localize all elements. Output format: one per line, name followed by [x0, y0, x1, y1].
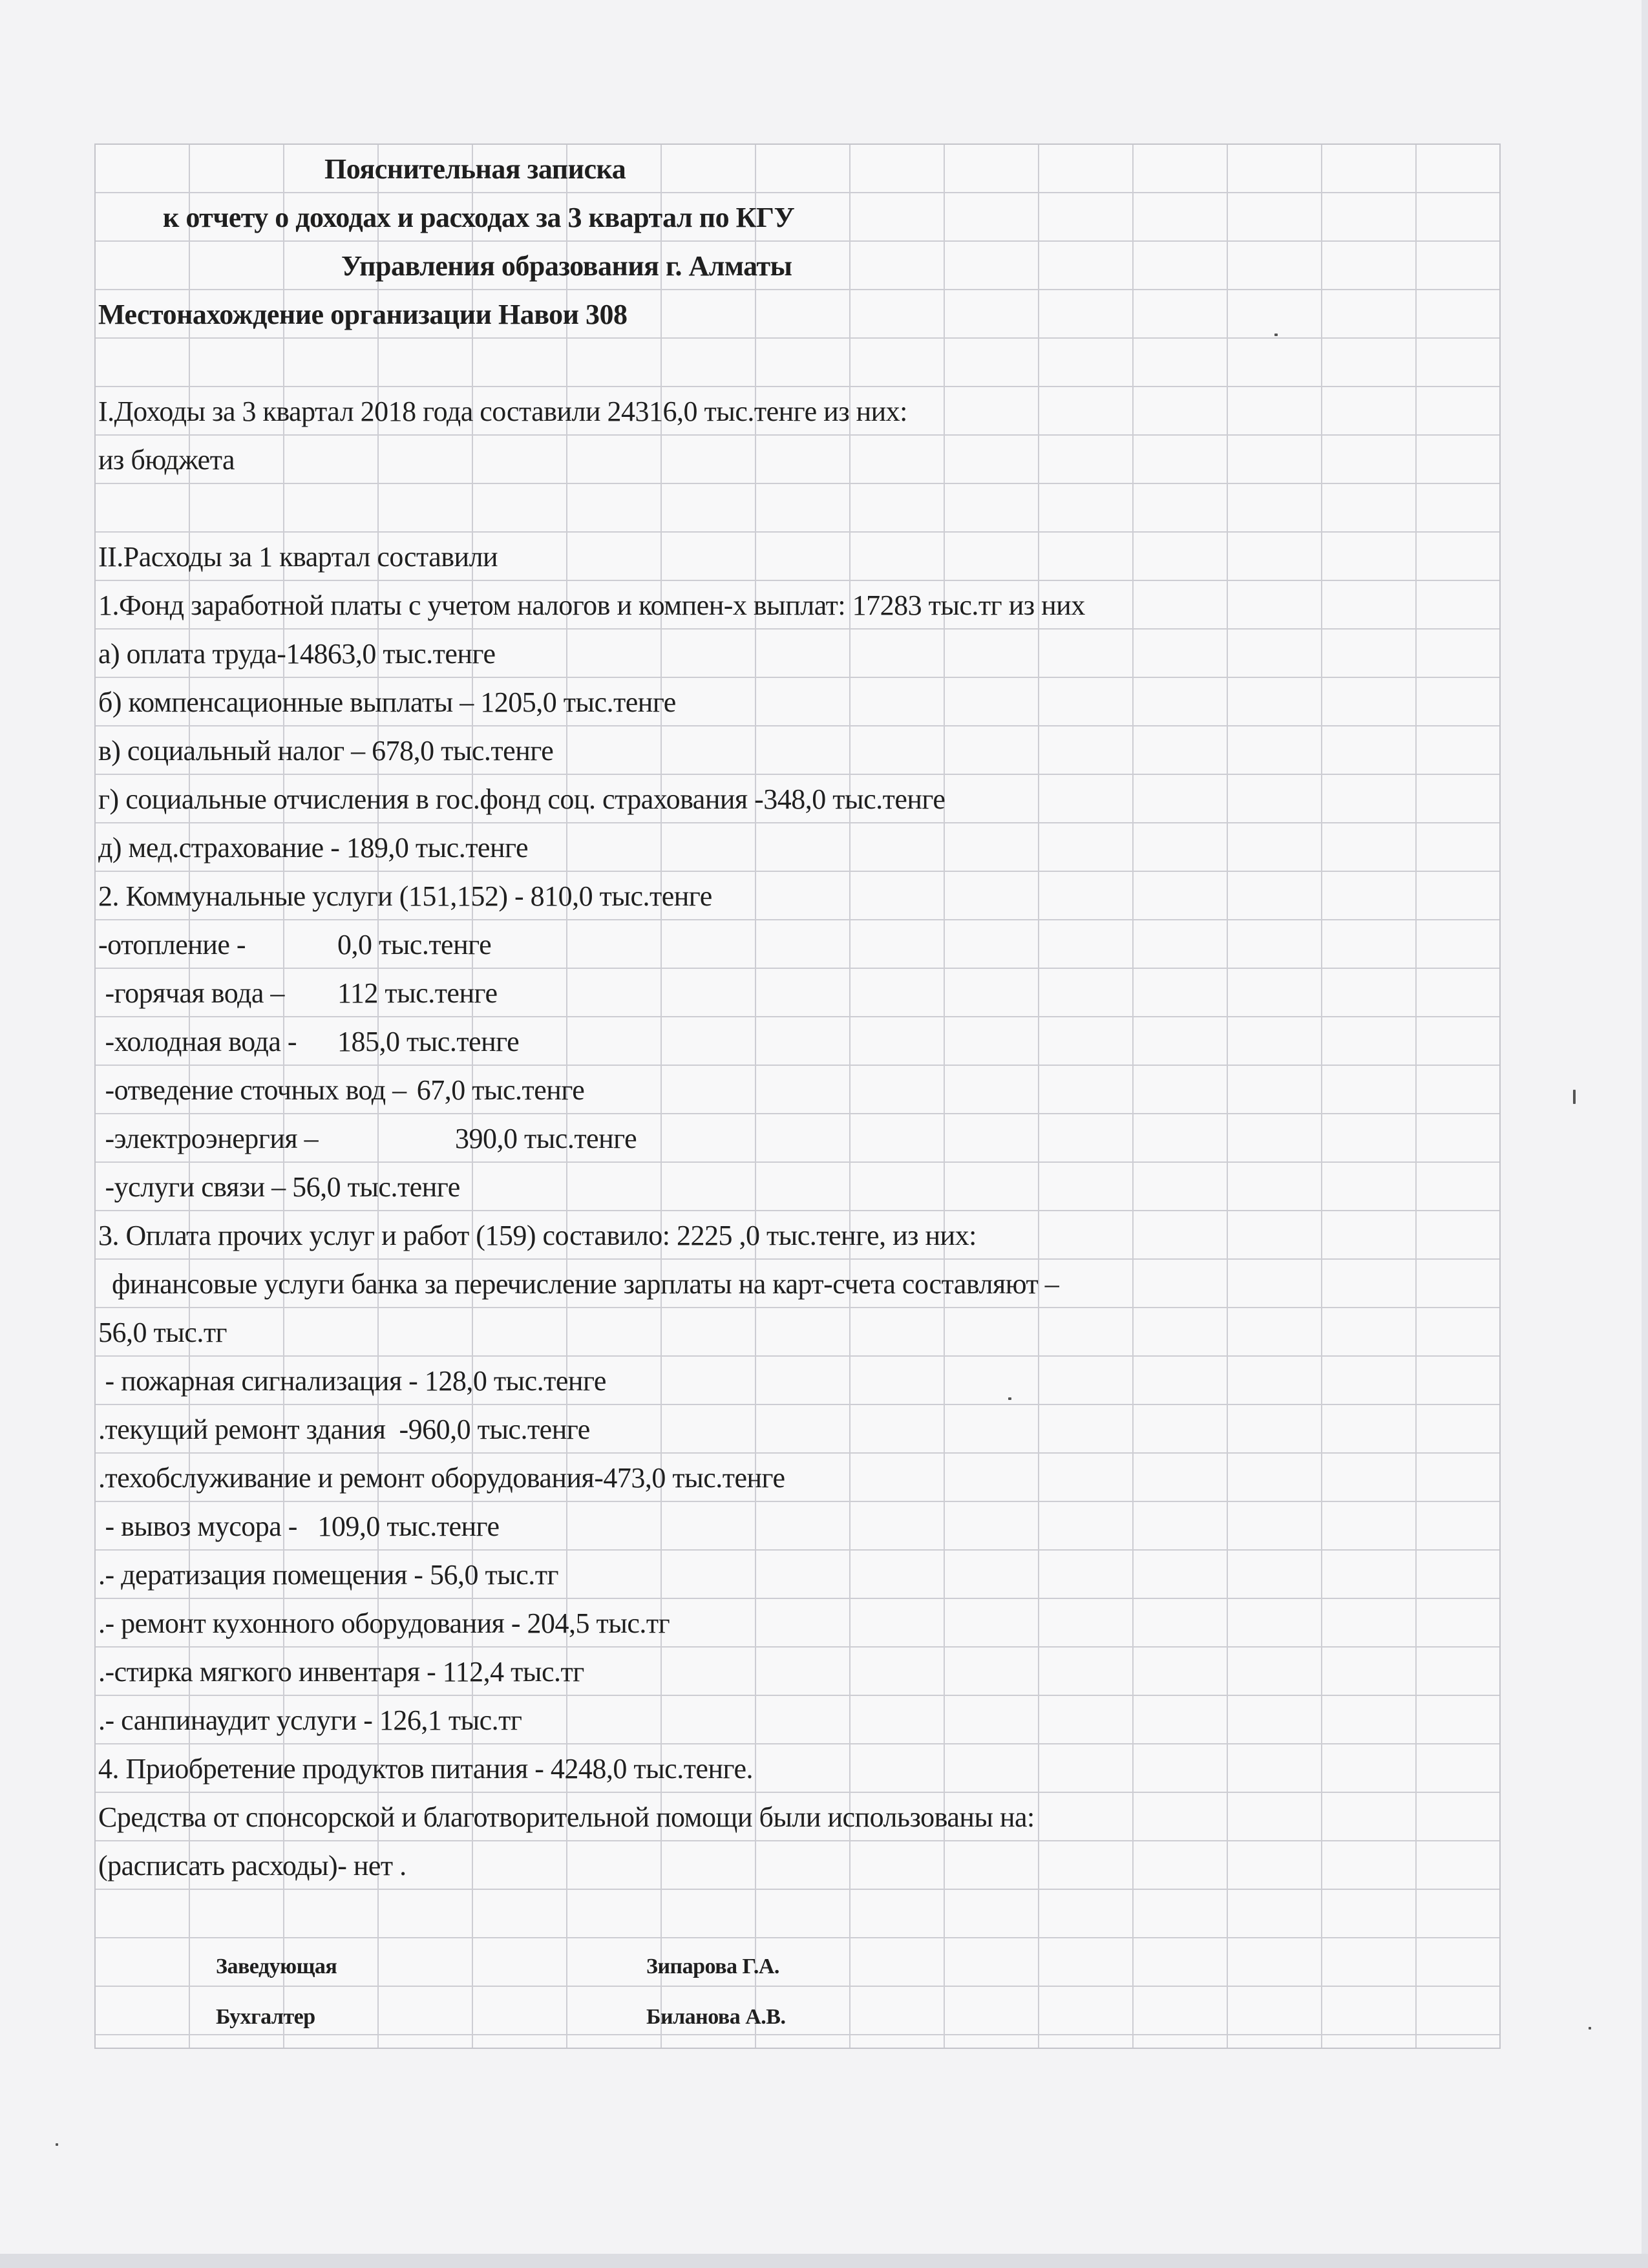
income-total: I.Доходы за 3 квартал 2018 года составили 24316,0 тыс.тенге из них:	[98, 396, 907, 427]
utility-label-sewage: -отведение сточных вод –	[98, 1074, 407, 1106]
services-bank-line-2: 56,0 тыс.тг	[98, 1317, 227, 1348]
list-item	[98, 1066, 1499, 1114]
document-subtitle-row	[98, 193, 1499, 242]
services-title: 3. Оплата прочих услуг и работ (159) составило: 2225 ,0 тыс.тенге, из них:	[98, 1220, 977, 1251]
utility-value-sewage: 67,0 тыс.тенге	[416, 1074, 585, 1106]
payroll-item-compensation: б) компенсационные выплаты – 1205,0 тыс.тенге	[98, 686, 676, 718]
income-total-row	[98, 387, 1499, 436]
utility-value-cold-water: 185,0 тыс.тенге	[337, 1026, 520, 1057]
list-item	[98, 726, 1499, 775]
head-name: Зипарова Г.А.	[646, 1955, 779, 1978]
service-building-repair: .текущий ремонт здания -960,0 тыс.тенге	[98, 1414, 590, 1445]
expenses-heading-row	[98, 533, 1499, 581]
list-item	[98, 630, 1499, 678]
document-title-row	[98, 145, 1499, 193]
payroll-item-medical-insurance: д) мед.страхование - 189,0 тыс.тенге	[98, 832, 528, 864]
service-pest-control: .- дератизация помещения - 56,0 тыс.тг	[98, 1559, 559, 1591]
utility-label-communications: -услуги связи – 56,0 тыс.тенге	[98, 1171, 460, 1203]
head-title: Заведующая	[216, 1955, 337, 1978]
list-item	[98, 1308, 1499, 1357]
list-item	[98, 1405, 1499, 1454]
food-row	[98, 1744, 1499, 1793]
services-title-row	[98, 1211, 1499, 1260]
accountant-title: Бухгалтер	[216, 2005, 315, 2029]
scan-edge-bottom	[0, 2254, 1648, 2268]
service-fire-alarm: - пожарная сигнализация - 128,0 тыс.тенге	[98, 1365, 606, 1397]
list-item	[98, 1696, 1499, 1744]
food-purchases: 4. Приобретение продуктов питания - 4248,0 тыс.тенге.	[98, 1753, 753, 1785]
document-subtitle: к отчету о доходах и расходах за 3 квартал по КГУ	[163, 202, 795, 233]
location-row	[98, 290, 1499, 339]
scan-speck	[1274, 334, 1278, 336]
expenses-heading: II.Расходы за 1 квартал составили	[98, 541, 498, 573]
utility-value-electricity: 390,0 тыс.тенге	[455, 1123, 637, 1154]
accountant-name: Биланова А.В.	[646, 2005, 786, 2029]
payroll-title-row	[98, 581, 1499, 630]
utility-value-hot-water: 112 тыс.тенге	[337, 977, 498, 1009]
organization-row	[98, 242, 1499, 290]
payroll-title: 1.Фонд заработной платы с учетом налогов и компен-х выплат: 17283 тыс.тг из них	[98, 589, 1085, 621]
service-sanitary-audit: .- санпинаудит услуги - 126,1 тыс.тг	[98, 1704, 522, 1736]
list-item	[98, 1114, 1499, 1163]
document-title: Пояснительная записка	[324, 153, 626, 185]
utility-label-electricity: -электроэнергия –	[98, 1123, 319, 1154]
list-item	[98, 1260, 1499, 1308]
payroll-item-wages: а) оплата труда-14863,0 тыс.тенге	[98, 638, 496, 670]
list-item	[98, 1599, 1499, 1648]
sponsorship-row-2	[98, 1841, 1499, 1890]
sponsorship-line-2: (расписать расходы)- нет .	[98, 1850, 407, 1881]
sponsorship-row-1	[98, 1793, 1499, 1841]
scan-speck	[1008, 1397, 1011, 1400]
organization-location: Местонахождение организации Навои 308	[98, 299, 628, 330]
scan-edge-right	[1642, 0, 1648, 2268]
income-source-row	[98, 436, 1499, 484]
list-item	[98, 1551, 1499, 1599]
service-garbage-removal: - вывоз мусора - 109,0 тыс.тенге	[98, 1510, 500, 1542]
utility-label-hot-water: -горячая вода –	[98, 977, 284, 1009]
service-laundry: .-стирка мягкого инвентаря - 112,4 тыс.тг	[98, 1656, 584, 1688]
scan-speck	[1573, 1090, 1576, 1104]
utilities-title: 2. Коммунальные услуги (151,152) - 810,0 тыс.тенге	[98, 880, 712, 912]
list-item	[98, 775, 1499, 823]
utility-label-cold-water: -холодная вода -	[98, 1026, 297, 1057]
list-item	[98, 1357, 1499, 1405]
sponsorship-line-1: Средства от спонсорской и благотворительной помощи были использованы на:	[98, 1801, 1035, 1833]
service-equipment-maintenance: .техобслуживание и ремонт оборудования-473,0 тыс.тенге	[98, 1462, 785, 1494]
list-item	[98, 1502, 1499, 1551]
list-item	[98, 823, 1499, 872]
scan-speck	[56, 2143, 58, 2146]
document-sheet	[94, 143, 1501, 2049]
utility-label-heating: -отопление -	[98, 929, 246, 960]
utilities-title-row	[98, 872, 1499, 920]
organization-name: Управления образования г. Алматы	[341, 250, 792, 282]
list-item	[98, 1648, 1499, 1696]
payroll-item-social-tax: в) социальный налог – 678,0 тыс.тенге	[98, 735, 554, 767]
list-item	[98, 1163, 1499, 1211]
income-source: из бюджета	[98, 444, 235, 476]
services-bank-line-1: финансовые услуги банка за перечисление зарплаты на карт-счета составляют –	[98, 1268, 1059, 1300]
utility-value-heating: 0,0 тыс.тенге	[337, 929, 492, 960]
service-kitchen-repair: .- ремонт кухонного оборудования - 204,5 тыс.тг	[98, 1607, 670, 1639]
list-item	[98, 678, 1499, 726]
list-item	[98, 1017, 1499, 1066]
list-item	[98, 1454, 1499, 1502]
list-item	[98, 920, 1499, 969]
list-item	[98, 969, 1499, 1017]
scan-speck	[1589, 2027, 1591, 2030]
payroll-item-social-contributions: г) социальные отчисления в гос.фонд соц. страхования -348,0 тыс.тенге	[98, 783, 945, 815]
